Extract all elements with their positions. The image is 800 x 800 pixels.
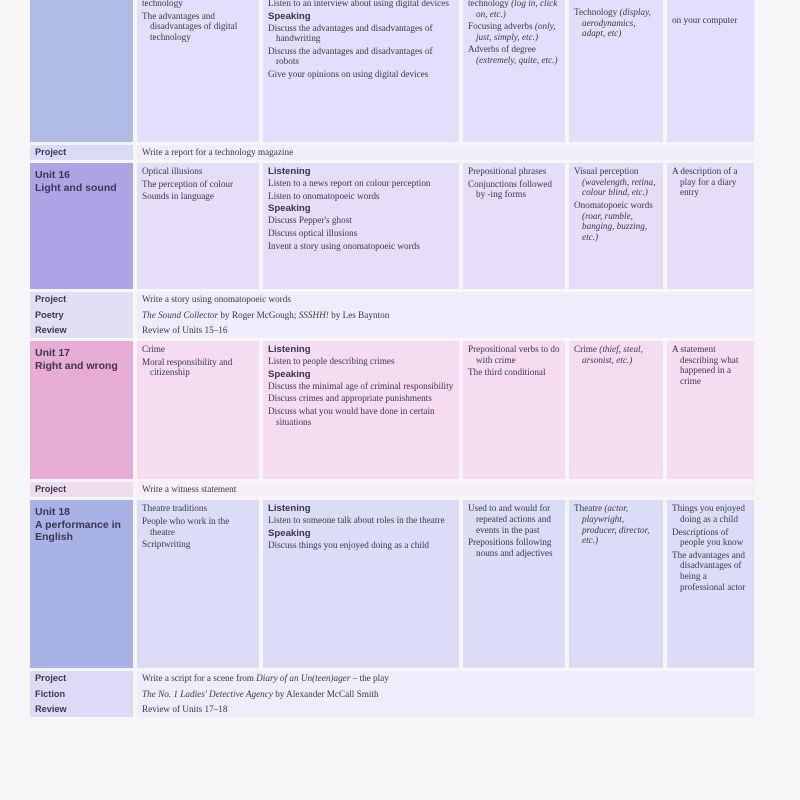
list-item: on your computer	[672, 15, 738, 25]
unit15-project-text: Write a report for a technology magazine	[137, 145, 754, 160]
list-item: Optical illusions	[142, 166, 203, 177]
unit16-label: Unit 16	[35, 169, 71, 182]
unit18-skills-cell	[263, 500, 459, 668]
unit15-skills	[268, 0, 455, 80]
skill-heading: Speaking	[268, 10, 311, 22]
unit18-project-label: Project	[30, 671, 133, 686]
unit17-writing	[672, 344, 750, 386]
list-item: Prepositional phrases	[468, 166, 547, 177]
unit17-skills	[268, 344, 455, 427]
skill-item: Listen to onomatopoeic words	[268, 190, 380, 201]
list-item: Crime	[142, 344, 165, 355]
list-item: The advantages and disadvantages of being a professional actor	[672, 549, 746, 592]
unit16-unit-cell	[30, 163, 133, 289]
unit18-fiction-author: by Alexander McCall Smith	[272, 688, 379, 699]
unit17-writing-cell	[667, 341, 754, 479]
list-item: Onomatopoeic words (roar, rumble, banging, buzzing, etc.)	[574, 200, 653, 242]
unit18-project-post: – the play	[350, 673, 389, 684]
unit18-vocabulary-cell	[569, 500, 663, 668]
syllabus-table	[30, 0, 748, 717]
unit17-title: Right and wrong	[35, 359, 118, 372]
list-item: Moral responsibility and citizenship	[142, 356, 233, 378]
unit17-skills-cell	[263, 341, 459, 479]
list-item: People who work in the theatre	[142, 516, 230, 537]
unit16-skills-cell	[263, 163, 459, 289]
unit16-poetry-label: Poetry	[30, 308, 133, 323]
unit16-topics-cell	[137, 163, 259, 289]
unit18-grammar	[468, 503, 561, 558]
unit15-skills-cell	[263, 0, 459, 142]
list-item: Things you enjoyed doing as a child	[672, 503, 745, 525]
skill-item: Discuss the minimal age of criminal responsibility	[268, 380, 454, 391]
unit16-topics	[142, 166, 255, 202]
skill-item: Listen to people describing crimes	[268, 356, 395, 367]
unit17-unit-cell	[30, 341, 133, 479]
unit15-topics	[142, 0, 255, 42]
skill-item: Discuss the advantages and disadvantages of robots	[268, 45, 433, 67]
unit15-vocabulary	[574, 7, 659, 39]
unit16-writing	[672, 166, 750, 198]
unit15-topics-cell	[137, 0, 259, 142]
list-item: technology	[142, 0, 183, 8]
unit18-vocabulary	[574, 503, 659, 545]
unit16-project-label: Project	[30, 292, 133, 307]
list-item: A statement describing what happened in a crime	[672, 344, 739, 386]
skill-item: Listen to a news report on colour perception	[268, 178, 431, 189]
unit15-unit-cell	[30, 0, 133, 142]
skill-heading: Speaking	[268, 528, 311, 540]
list-item: Crime (thief, steal, arsonist, etc.)	[574, 344, 643, 365]
unit18-fiction-text	[137, 687, 754, 702]
unit18-review-label: Review	[30, 702, 133, 717]
skill-heading: Listening	[268, 503, 311, 515]
unit16-poetry-author2: by Les Baynton	[328, 309, 390, 320]
unit18-project-text	[137, 671, 754, 686]
unit16-project-text: Write a story using onomatopoeic words	[137, 292, 754, 307]
unit15-writing	[672, 15, 750, 26]
list-item: Prepositional verbs to do with crime	[468, 344, 560, 365]
unit18-label: Unit 18	[35, 506, 71, 519]
unit16-title: Light and sound	[35, 181, 117, 194]
unit18-project-pre: Write a script for a scene from	[142, 673, 257, 684]
list-item: The third conditional	[468, 367, 546, 378]
unit17-topics	[142, 344, 255, 378]
unit18-skills	[268, 503, 455, 550]
skill-item: Invent a story using onomatopoeic words	[268, 240, 420, 251]
unit15-grammar	[468, 0, 561, 66]
list-item: Technology (display, aerodynamics, adapt, etc)	[574, 7, 651, 39]
unit18-project-title: Diary of an Un(teen)ager	[256, 673, 351, 684]
unit17-vocabulary	[574, 344, 659, 365]
skill-item: Discuss optical illusions	[268, 228, 358, 239]
unit17-topics-cell	[137, 341, 259, 479]
list-item: Focusing adverbs (only, just, simply, etc.)	[468, 21, 556, 42]
unit16-review-text: Review of Units 15–16	[137, 323, 754, 338]
list-item: Visual perception (wavelength, retina, colour blind, etc.)	[574, 166, 656, 198]
skill-item: Listen to someone talk about roles in the theatre	[268, 515, 445, 526]
skill-item: Discuss the advantages and disadvantages of handwriting	[268, 22, 433, 44]
unit16-vocabulary	[574, 166, 659, 242]
list-item: Scriptwriting	[142, 539, 191, 550]
list-item: The perception of colour	[142, 178, 234, 189]
unit16-vocabulary-cell	[569, 163, 663, 289]
skill-heading: Speaking	[268, 203, 311, 215]
skill-item: Discuss things you enjoyed doing as a child	[268, 540, 430, 551]
unit18-fiction-label: Fiction	[30, 687, 133, 702]
unit18-grammar-cell	[463, 500, 565, 668]
unit15-grammar-cell	[463, 0, 565, 142]
skill-item: Discuss what you would have done in certain situations	[268, 405, 435, 427]
unit15-project-label: Project	[30, 145, 133, 160]
unit16-writing-cell	[667, 163, 754, 289]
list-item: Theatre (actor, playwright, producer, director, etc.)	[574, 503, 650, 546]
unit16-review-label: Review	[30, 323, 133, 338]
unit16-grammar-cell	[463, 163, 565, 289]
skill-item: Discuss crimes and appropriate punishments	[268, 393, 432, 404]
skill-heading: Speaking	[268, 368, 311, 380]
unit18-writing-cell	[667, 500, 754, 668]
unit16-poetry-title: The Sound Collector	[142, 309, 219, 320]
unit18-unit-cell	[30, 500, 133, 668]
skill-item: Listen to an interview about using digital devices	[268, 0, 449, 8]
list-item: technology (log in, click on, etc.)	[468, 0, 558, 19]
unit17-grammar	[468, 344, 561, 378]
unit18-fiction-title: The No. 1 Ladies' Detective Agency	[142, 688, 273, 699]
unit18-writing	[672, 503, 750, 592]
unit16-poetry-author: by Roger McGough;	[218, 309, 299, 320]
unit16-skills	[268, 166, 455, 251]
unit16-poetry-title2: SSSHH!	[298, 309, 329, 320]
list-item: Adverbs of degree (extremely, quite, etc.)	[468, 44, 558, 65]
skill-heading: Listening	[268, 166, 311, 178]
unit17-label: Unit 17	[35, 347, 71, 360]
unit17-project-text: Write a witness statement	[137, 482, 754, 497]
unit17-vocabulary-cell	[569, 341, 663, 479]
unit16-poetry-text	[137, 308, 754, 323]
unit18-review-text: Review of Units 17–18	[137, 702, 754, 717]
unit18-topics-cell	[137, 500, 259, 668]
list-item: A description of a play for a diary entry	[672, 166, 738, 198]
unit18-title: A performance in English	[35, 518, 121, 544]
unit15-writing-cell	[667, 0, 754, 142]
list-item: Sounds in language	[142, 191, 214, 202]
list-item: Used to and would for repeated actions and events in the past	[468, 503, 551, 535]
list-item: The advantages and disadvantages of digital technology	[142, 10, 238, 42]
skill-item: Give your opinions on using digital devices	[268, 68, 429, 79]
list-item: Prepositions following nouns and adjectives	[468, 537, 553, 558]
unit16-grammar	[468, 166, 561, 200]
unit18-topics	[142, 503, 255, 549]
list-item: Conjunctions followed by -ing forms	[468, 178, 552, 200]
skill-heading: Listening	[268, 344, 311, 356]
list-item: Theatre traditions	[142, 503, 208, 514]
unit17-grammar-cell	[463, 341, 565, 479]
list-item: Descriptions of people you know	[672, 526, 744, 548]
skill-item: Discuss Pepper's ghost	[268, 215, 352, 226]
unit15-vocabulary-cell	[569, 0, 663, 142]
unit17-project-label: Project	[30, 482, 133, 497]
